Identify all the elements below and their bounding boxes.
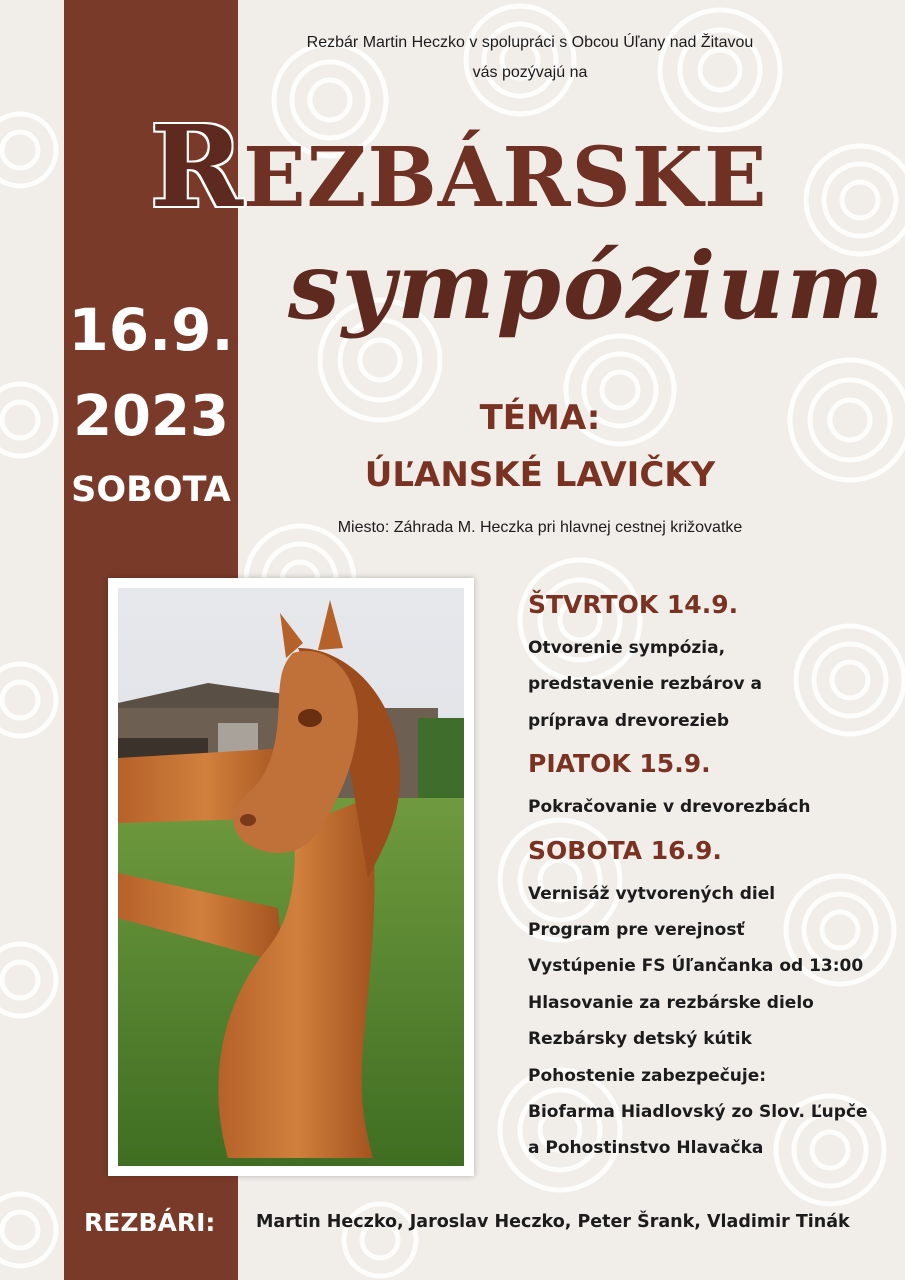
schedule-item: Pokračovanie v drevorezbách	[528, 797, 811, 818]
horse-bench-photo	[118, 588, 464, 1166]
intro-line-1: Rezbár Martin Heczko v spolupráci s Obcou Úľany nad Žitavou	[306, 34, 754, 51]
carvers-label: REZBÁRI:	[84, 1208, 216, 1237]
schedule-item: Biofarma Hiadlovský zo Slov. Ľupče	[528, 1102, 868, 1123]
day-heading: SOBOTA 16.9.	[528, 835, 722, 865]
date-weekday: SOBOTA	[71, 470, 231, 510]
schedule	[528, 588, 888, 1175]
schedule-item: Otvorenie sympózia,	[528, 638, 726, 658]
schedule-item: Pohostenie zabezpečuje:	[528, 1065, 767, 1086]
schedule-item: príprava drevorezieb	[528, 710, 730, 731]
photo-frame	[108, 578, 474, 1176]
event-place: Miesto: Záhrada M. Heczka pri hlavnej cestnej križovatke	[337, 519, 743, 536]
theme-value: ÚĽANSKÉ LAVIČKY	[364, 455, 716, 495]
schedule-day-saturday	[528, 834, 888, 1167]
schedule-item: Hlasovanie za rezbárske dielo	[528, 992, 814, 1013]
schedule-item: Vernisáž vytvorených diel	[528, 883, 776, 904]
schedule-item: Vystúpenie FS Úľančanka od 13:00	[528, 956, 864, 977]
intro-line-2: vás pozývajú na	[472, 64, 588, 81]
schedule-item: Rezbársky detský kútik	[528, 1029, 752, 1050]
title-rest: EZBÁRSKE	[243, 130, 768, 226]
schedule-item: Program pre verejnosť	[528, 920, 745, 941]
day-heading: ŠTVRTOK 14.9.	[528, 590, 739, 619]
schedule-item: a Pohostinstvo Hlavačka	[528, 1138, 764, 1159]
title-script: sympózium	[288, 232, 886, 340]
carvers-names: Martin Heczko, Jaroslav Heczko, Peter Šrank, Vladimir Tinák	[256, 1212, 850, 1232]
day-heading: PIATOK 15.9.	[528, 749, 711, 779]
schedule-day-thursday	[528, 588, 888, 739]
title-capital: R	[150, 102, 244, 233]
date-day: 16.9.	[68, 296, 234, 364]
title-main	[150, 102, 870, 233]
schedule-day-friday	[528, 747, 888, 825]
schedule-item: predstavenie rezbárov a	[528, 674, 762, 695]
date-year: 2023	[73, 384, 229, 449]
theme-label: TÉMA:	[479, 398, 601, 438]
